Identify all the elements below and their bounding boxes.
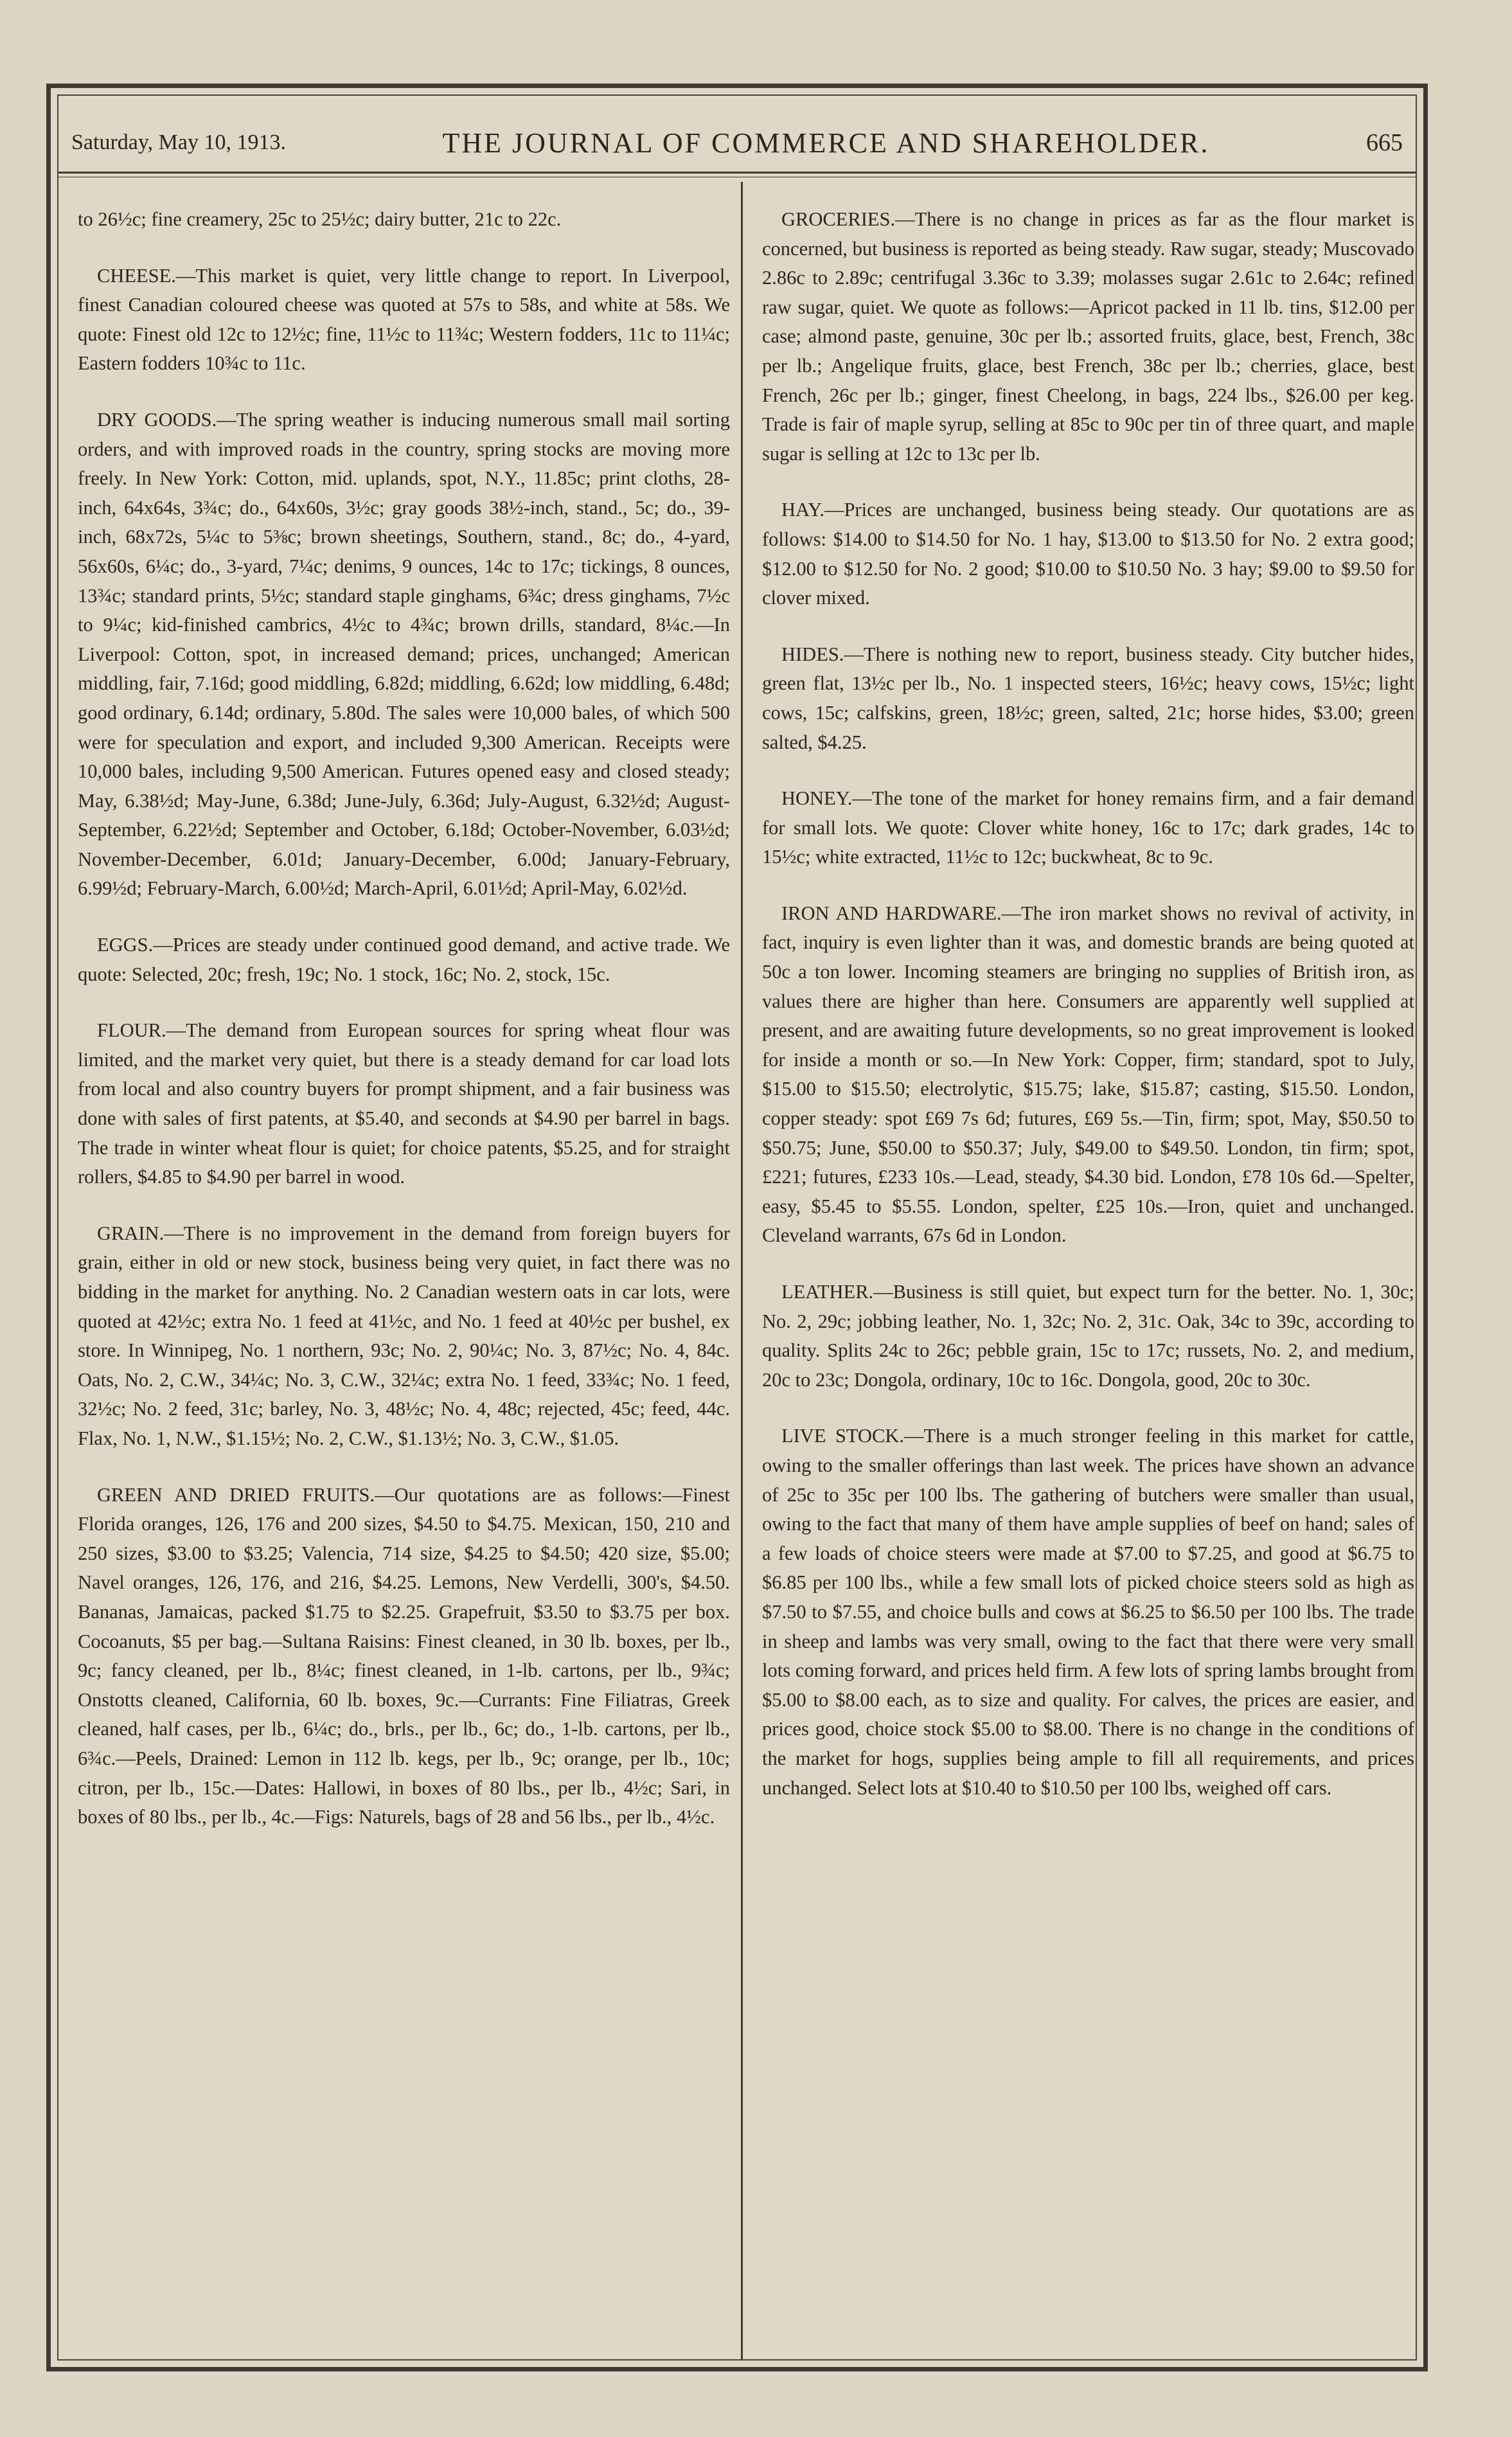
right-column (762, 205, 1414, 1830)
article-live-stock: LIVE STOCK.—There is a much stronger feeling in this market for cattle, owing to the smaller offerings than last week. The prices have shown an advance of 25c to 35c per 100 lbs. The gathering of butchers were smaller than usual, owing to the fact that many of them have ample supplies of beef on hand; sales of a few loads of choice steers were made at $7.00 to $7.25, and good at $6.75 to $6.85 per 100 lbs., while a few small lots of picked choice steers sold as high as $7.50 to $7.55, and choice bulls and cows at $6.25 to $6.50 per 100 lbs. The trade in sheep and lambs was very small, owing to the fact that there were very small lots coming forward, and prices held firm. A few lots of spring lambs brought from $5.00 to $8.00 each, as to size and quality. For calves, the prices are easier, and prices good, choice stock $5.00 to $8.00. There is no change in the conditions of the market for hogs, supplies being ample to fill all requirements, and prices unchanged. Select lots at $10.40 to $10.50 per 100 lbs, weighed off cars. (762, 1425, 1414, 1799)
article-groceries: GROCERIES.—There is no change in prices as far as the flour market is concerned, but business is reported as being steady. Raw sugar, steady; Muscovado 2.86c to 2.89c; centrifugal 3.36c to 3.39; molasses sugar 2.61c to 2.64c; refined raw sugar, quiet. We quote as follows:—Apricot packed in 11 lb. tins, $12.00 per case; almond paste, genuine, 30c per lb.; assorted fruits, glace, best, French, 38c per lb.; Angelique fruits, glace, best French, 38c per lb.; cherries, glace, best French, 26c per lb.; ginger, finest Cheelong, in bags, 224 lbs., $26.00 per keg. Trade is fair of maple syrup, selling at 85c to 90c per tin of three quart, and maple sugar is selling at 12c to 13c per lb. (762, 208, 1414, 465)
article-hay: HAY.—Prices are unchanged, business being steady. Our quotations are as follows: $14.00 to $14.50 for No. 1 hay, $13.00 to $13.50 for No. 2 extra good; $12.00 to $12.50 for No. 2 good; $10.00 to $10.50 No. 3 hay; $9.00 to $9.50 for clover mixed. (762, 499, 1414, 609)
article-hides: HIDES.—There is nothing new to report, business steady. City butcher hides, green flat, 13½c per lb., No. 1 inspected steers, 16½c; heavy cows, 15½c; light cows, 15c; calfskins, green, 18½c; green, salted, 21c; horse hides, $3.00; green salted, $4.25. (762, 643, 1414, 753)
journal-title: THE JOURNAL OF COMMERCE AND SHAREHOLDER. (442, 127, 1210, 159)
masthead (58, 120, 1416, 165)
column-divider (741, 182, 743, 2359)
article-green-dried-fruits: GREEN AND DRIED FRUITS.—Our quotations are as follows:—Finest Florida oranges, 126, 176 and 200 sizes, $4.50 to $4.75. Mexican, 150, 210 and 250 sizes, $3.00 to $3.25; Valencia, 714 size, $4.25 to $4.50; 420 size, $5.00; Navel oranges, 126, 176, and 216, $4.25. Lemons, New Verdelli, 300's, $4.50. Bananas, Jamaicas, packed $1.75 to $2.25. Grapefruit, $3.50 to $3.75 per box. Cocoanuts, $5 per bag.—Sultana Raisins: Finest cleaned, in 30 lb. boxes, per lb., 9c; fancy cleaned, per lb., 8¼c; finest cleaned, in 1-lb. cartons, per lb., 9¾c; Onstotts cleaned, California, 60 lb. boxes, 9c.—Currants: Fine Filiatras, Greek cleaned, half cases, per lb., 6¼c; do., brls., per lb., 6c; do., 1-lb. cartons, per lb., 6¾c.—Peels, Drained: Lemon in 112 lb. kegs, per lb., 9c; orange, per lb., 10c; citron, per lb., 15c.—Dates: Hallowi, in boxes of 80 lbs., per lb., 4½c; Sari, in boxes of 80 lbs., per lb., 4c.—Figs: Naturels, bags of 28 and 56 lbs., per lb., 4½c. (78, 1483, 730, 1828)
article-iron-hardware: IRON AND HARDWARE.—The iron market shows no revival of activity, in fact, inquiry is even lighter than it was, and domestic brands are being quoted at 50c a ton lower. Incoming steamers are bringing no supplies of British iron, as values there are higher than here. Consumers are apparently well supplied at present, and are awaiting future developments, so no great improvement is looked for inside a month or so.—In New York: Copper, firm; standard, spot to July, $15.00 to $15.50; electrolytic, $15.75; lake, $15.87; casting, $15.50. London, copper steady: spot £69 7s 6d; futures, £69 5s.—Tin, firm; spot, May, $50.50 to $50.75; June, $50.00 to $50.37; July, $49.00 to $49.50. London, tin firm; spot, £221; futures, £233 10s.—Lead, steady, $4.30 bid. London, £78 10s 6d.—Spelter, easy, $5.45 to $5.55. London, spelter, £25 10s.—Iron, quiet and unchanged. Cleveland warrants, 67s 6d in London. (762, 902, 1414, 1247)
issue-date: Saturday, May 10, 1913. (71, 130, 286, 154)
article-flour: FLOUR.—The demand from European sources for spring wheat flour was limited, and the market very quiet, but there is a steady demand for car load lots from local and also country buyers for prompt shipment, and a fair business was done with sales of first patents, at $5.40, and seconds at $4.90 per barrel in bags. The trade in winter wheat flour is quiet; for choice patents, $5.25, and for straight rollers, $4.85 to $4.90 per barrel in wood. (78, 1019, 730, 1188)
article-eggs: EGGS.—Prices are steady under continued good demand, and active trade. We quote: Selected, 20c; fresh, 19c; No. 1 stock, 16c; No. 2, stock, 15c. (78, 934, 730, 985)
article-honey: HONEY.—The tone of the market for honey remains firm, and a fair demand for small lots. We quote: Clover white honey, 16c to 17c; dark grades, 14c to 15½c; white extracted, 11½c to 12c; buckwheat, 8c to 9c. (762, 787, 1414, 868)
page-number: 665 (1366, 129, 1403, 156)
header-rule (58, 172, 1416, 174)
article-cheese: CHEESE.—This market is quiet, very little change to report. In Liverpool, finest Canadian coloured cheese was quoted at 57s to 58s, and white at 58s. We quote: Finest old 12c to 12½c; fine, 11½c to 11¾c; Western fodders, 11c to 11¼c; Eastern fodders 10¾c to 11c. (78, 264, 730, 375)
page-frame (57, 94, 1417, 2361)
left-column (78, 205, 730, 1859)
article-dry-goods: DRY GOODS.—The spring weather is inducing numerous small mail sorting orders, and with improved roads in the country, spring stocks are moving more freely. In New York: Cotton, mid. uplands, spot, N.Y., 11.85c; print cloths, 28-inch, 64x64s, 3¾c; do., 64x60s, 3½c; gray goods 38½-inch, stand., 5c; do., 39-inch, 68x72s, 5¼c to 5⅜c; brown sheetings, Southern, stand., 8c; do., 4-yard, 56x60s, 6¼c; do., 3-yard, 7¼c; denims, 9 ounces, 14c to 17c; tickings, 8 ounces, 13¾c; standard prints, 5½c; standard staple ginghams, 6¾c; dress ginghams, 7½c to 9¼c; kid-finished cambrics, 4½c to 4¾c; brown drills, standard, 8¼c.—In Liverpool: Cotton, spot, in increased demand; prices, unchanged; American middling, fair, 7.16d; good middling, 6.82d; middling, 6.62d; low middling, 6.48d; good ordinary, 6.14d; ordinary, 5.80d. The sales were 10,000 bales, of which 500 were for speculation and export, and included 9,300 American. Receipts were 10,000 bales, including 9,500 American. Futures opened easy and closed steady; May, 6.38½d; May-June, 6.38d; June-July, 6.36d; July-August, 6.32½d; August-September, 6.22½d; September and October, 6.18d; October-November, 6.03½d; November-December, 6.01d; January-December, 6.00d; January-February, 6.99½d; February-March, 6.00½d; March-April, 6.01½d; April-May, 6.02½d. (78, 408, 730, 900)
newspaper-page (46, 84, 1428, 2371)
article-butter-continued: to 26½c; fine creamery, 25c to 25½c; dairy butter, 21c to 22c. (78, 208, 562, 230)
article-grain: GRAIN.—There is no improvement in the demand from foreign buyers for grain, either in old or new stock, business being very quiet, in fact there was no bidding in the market for anything. No. 2 Canadian western oats in car lots, were quoted at 42½c; extra No. 1 feed at 41½c, and No. 1 feed at 40½c per bushel, ex store. In Winnipeg, No. 1 northern, 93c; No. 2, 90¼c; No. 3, 87½c; No. 4, 84c. Oats, No. 2, C.W., 34¼c; No. 3, C.W., 32¼c; extra No. 1 feed, 33¾c; No. 1 feed, 32½c; No. 2 feed, 31c; barley, No. 3, 48½c; No. 4, 48c; rejected, 45c; feed, 44c. Flax, No. 1, N.W., $1.15½; No. 2, C.W., $1.13½; No. 3, C.W., $1.05. (78, 1222, 730, 1449)
article-leather: LEATHER.—Business is still quiet, but expect turn for the better. No. 1, 30c; No. 2, 29c; jobbing leather, No. 1, 32c; No. 2, 31c. Oak, 34c to 39c, according to quality. Splits 24c to 26c; pebble grain, 15c to 17c; russets, No. 2, and medium, 20c to 23c; Dongola, ordinary, 10c to 16c. Dongola, good, 20c to 30c. (762, 1281, 1414, 1391)
